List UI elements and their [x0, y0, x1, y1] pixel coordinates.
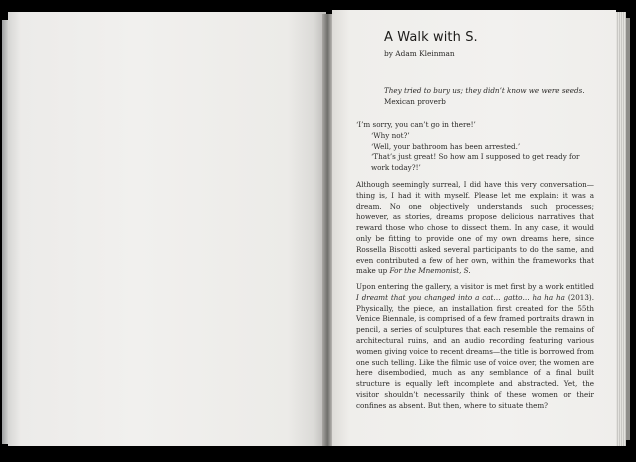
epigraph-quote: They tried to bury us; they didn’t know we were seeds. — [384, 86, 585, 95]
right-page-edge — [616, 12, 626, 446]
left-page-blank — [8, 12, 326, 446]
para2-work-title: I dreamt that you changed into a cat… gatto… ha ha ha — [356, 292, 565, 302]
dialogue-line: ‘Well, your bathroom has been arrested.’ — [371, 141, 521, 151]
para2-text-b: (2013). Physically, the piece, an installation first created for the 55th Venice Biennale, is comprised of a few framed portraits drawn in pencil, a series of sculptures that each resemble the remains of architectural ruins, and an audio recording featuring various women giving voice to recent dreams—the title is borrowed from one such telling. Like the filmic use of voice over, the women are here disembodied, much as any semblance of a final built structure is equally left incomplete and abstracted. Yet, the visitor shouldn’t necessarily think of these women or their confines as absent. But then, where to situate them? — [356, 292, 594, 410]
body-paragraph-1 — [356, 180, 594, 277]
article-byline: by Adam Kleinman — [384, 49, 455, 58]
para1-text: Although seemingly surreal, I did have this very conversation—thing is, I had it with myself. Please let me explain: it was a dream. No one objectively understands such processes; however, as stories, dreams propose delicious narratives that reward those who chose to dissect them. In any case, it would only be fitting to provide one of my own dreams here, since Rossella Biscotti asked several participants to do the same, and even contributed a few of her own, within the frameworks that make up — [356, 180, 594, 276]
dialogue-line: ‘I’m sorry, you can’t go in there!’ — [356, 120, 476, 129]
para1-work-title: For the Mnemonist, S. — [389, 266, 471, 276]
epigraph — [384, 86, 594, 108]
dialogue-line: ‘Why not?’ — [371, 130, 410, 140]
para2-text-a: Upon entering the gallery, a visitor is met first by a work entitled — [356, 282, 594, 291]
dialogue-line: ‘That’s just great! So how am I supposed to get ready for work today?!’ — [371, 152, 580, 173]
article-title: A Walk with S. — [384, 30, 478, 45]
body-paragraph-2 — [356, 282, 594, 412]
dialogue — [356, 120, 596, 174]
book-cover-edge — [626, 18, 630, 440]
epigraph-source: Mexican proverb — [384, 96, 446, 106]
